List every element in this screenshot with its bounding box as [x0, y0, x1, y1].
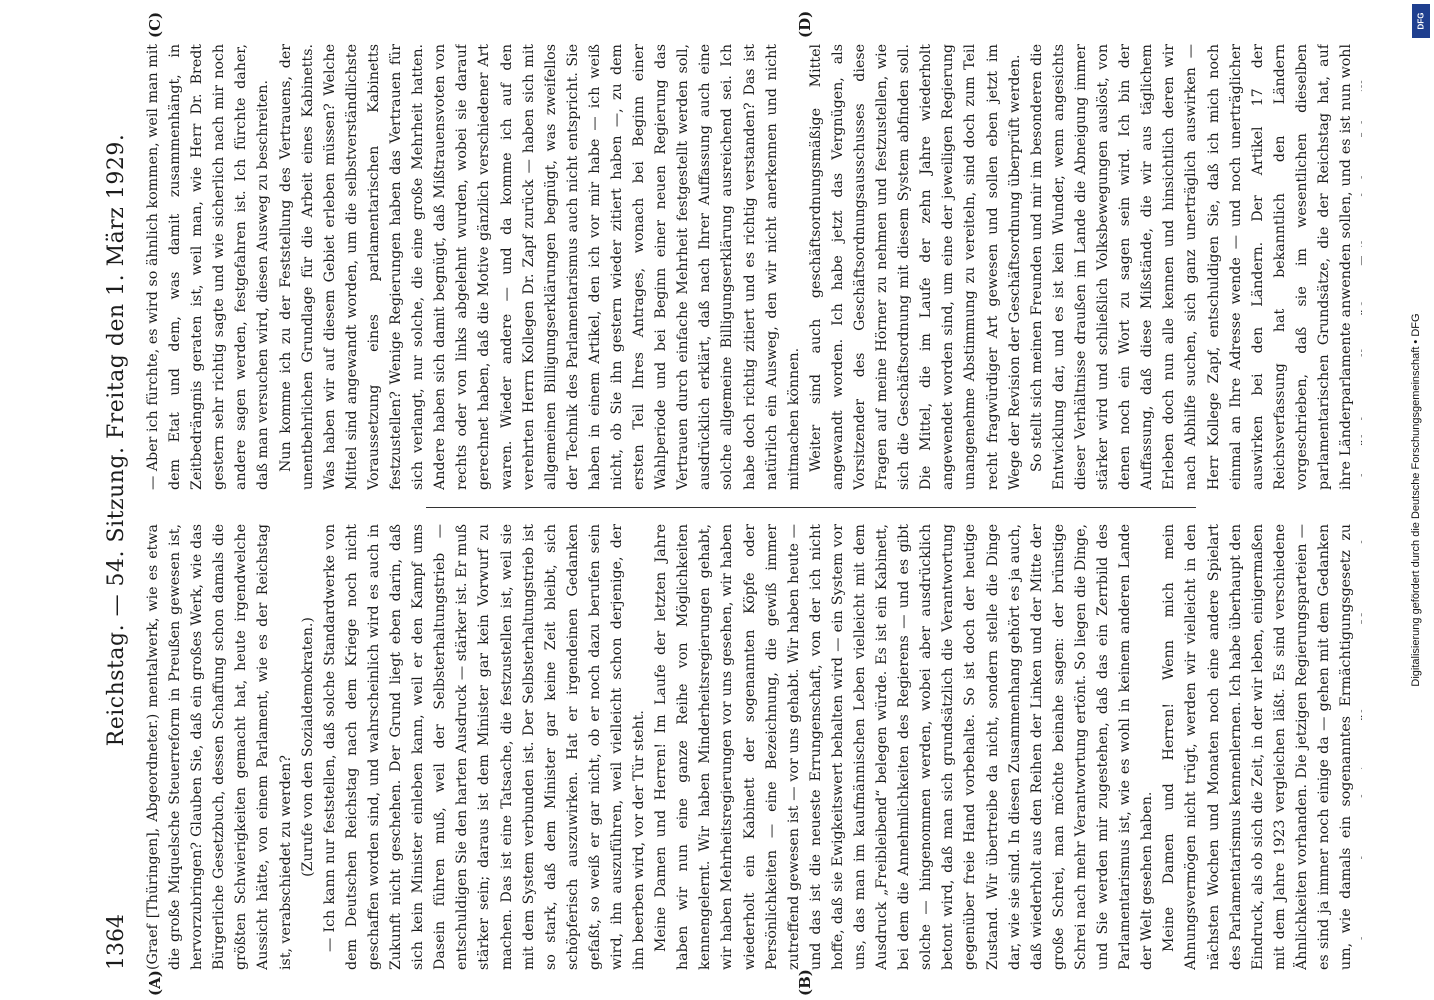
margin-marker-c: (C) — [146, 11, 164, 38]
paragraph: Nun komme ich zu der Feststellung des Vertrauens, der unentbehrlichen Grundlage für die Arbeit eines Kabinetts. Was haben wir auf diesem Gebiet erleben müssen? Welche Mittel sind angewandt worden, um die selbstverständlichste Voraussetzung eines parlamentarischen Kabinetts festzustellen? Wenige Regierungen haben das Vertrauen für sich verlangt, nur solche, die eine große Mehrheit hatten. Andere haben sich damit begnügt, daß Mißtrauensvoten von rechts oder von links abgelehnt wurden, wobei sie darauf gerechnet haben, daß die Motive gänzlich verschiedener Art waren. Wieder andere — und da komme ich auf den verehrten Herrn Kollegen Dr. Zapf zurück — haben sich mit allgemeinen Billigungserklärungen begnügt, was zweifellos der Technik des Parlamentarismus auch nicht entspricht. Sie haben in einem Artikel, den ich vor mir habe — ich weiß nicht, ob Sie ihn gestern wieder zitiert haben —, zu dem ersten Teil Ihres Antrages, wonach bei Beginn einer Wahlperiode und bei Beginn einer neuen Regierung das Vertrauen durch einfache Mehrheit festgestellt werden soll, ausdrücklich erklärt, daß nach Ihrer Auffassung auch eine solche allgemeine Billigungserklärung ausreichend sei. Ich habe doch richtig zitiert und es richtig verstanden? Das ist natürlich ein Ausweg, den wir nicht anerkennen und nicht mitmachen können. — [277, 44, 802, 490]
digitization-note — [1405, 10, 1427, 990]
paragraph: Meine Damen und Herren! Wenn mich mein Ahnungsvermögen nicht trügt, werden wir vielleicht in den nächsten Wochen und Monaten noch eine andere Spielart des Parlamentarismus kennenlernen. Ich habe überhaupt den Eindruck, als ob sich die Zeit, in der wir leben, einigermaßen mit dem Jahre 1923 vergleichen läßt. Es sind verschiedene Ähnlichkeiten vorhanden. Die jetzigen Regierungsparteien — es sind ja immer noch einige da — gehen mit dem Gedanken um, wie damals ein sogenanntes Ermächtigungsgesetz zu — [1161, 524, 1355, 970]
margin-marker-b: (B) — [796, 969, 814, 996]
document-page — [60, 0, 1400, 1000]
dfg-logo-text: DFG — [1416, 12, 1426, 30]
page-number: 1364 — [103, 914, 129, 970]
right-column — [142, 44, 1362, 490]
paragraph: (Graef [Thüringen], Abgeordneter.) mentalwerk, wie es etwa die große Miquelsche Steuerreform in Preußen gewesen ist, hervorzubringen? Glauben Sie, daß ein großes Werk, wie das Bürgerliche Gesetzbuch, dessen Schaffung schon damals die größten Schwierigkeiten gemacht hat, heute irgendwelche Aussicht hätte, von einem Parlament, wie es der Reichstag ist, verabschiedet zu werden? — [145, 524, 294, 970]
margin-marker-a: (A) — [146, 970, 164, 996]
margin-marker-d: (D) — [796, 10, 814, 38]
paragraph: So stellt sich meinen Freunden und mir im besonderen die Entwicklung dar, und es ist kein Wunder, wenn angesichts dieser Verhältnisse draußen im Lande die Abneigung immer stärker wird und schließlich Volksbewegungen auslöst, von denen noch ein Wort zu sagen sein wird. Ich bin der Auffassung, daß diese Mißstände, die wir aus täglichem Erleben doch nun alle kennen und hinsichtlich deren wir nach Abhilfe suchen, sich ganz unerträglich auswirken — Herr Kollege Zapf, entschuldigen Sie, daß ich mich noch einmal an Ihre Adresse wende — und noch unerträglicher auswirken bei den Ländern. Der Artikel 17 der Reichsverfassung hat bekanntlich den Ländern vorgeschrieben, daß sie im wesentlichen dieselben parlamentarischen Grundsätze, die der Reichstag hat, auf ihre Länderparlamente anwenden sollen, und es ist nun wohl — [1028, 44, 1355, 490]
page-body — [96, 10, 1376, 996]
digitization-note-text: Digitalisierung gefördert durch die Deutsche Forschungsgemeinschaft • DFG — [1410, 313, 1422, 687]
page-header — [96, 30, 136, 970]
column-divider — [426, 507, 1196, 508]
left-column — [142, 524, 1362, 970]
interjection: (Zurufe von den Sozialdemokraten.) — [299, 617, 316, 877]
running-head: Reichstag. — 54. Sitzung. Freitag den 1. März 1929. — [103, 133, 129, 747]
paragraph: Meine Damen und Herren! Im Laufe der letzten Jahre haben wir nun eine ganze Reihe von Möglichkeiten kennengelernt. Wir haben Minderheitsregierungen gehabt, wir haben Mehrheitsregierungen vor uns gesehen, wir haben wiederholt ein Kabinett der sogenannten Köpfe oder Persönlichkeiten — eine Bezeichnung, die gewiß immer zutreffend gewesen ist — vor uns gehabt. Wir haben heute — und das ist die neueste Errungenschaft, von der ich nicht hoffe, daß sie Ewigkeitswert behalten wird — ein System vor uns, das man im kaufmännischen Leben vielleicht mit dem Ausdruck „Freibleibend“ belegen würde. Es ist ein Kabinett, bei dem die Annehmlichkeiten des Regierens — und es gibt solche — hingenommen werden, wobei aber ausdrücklich betont wird, daß man sich grundsätzlich die Verantwortung gegenüber freie Hand vorbehalte. So ist doch der heutige Zustand. Wir übertreibe da nicht, sondern stelle die Dinge dar, wie sie sind. In diesen Zusammenhang gehört es ja auch, daß wiederholt aus den Reihen der Linken und der Mitte der große Schrei, man möchte beinahe sagen: der brünstige Schrei nach mehr Verantwortung ertönt. So liegen die Dinge, und Sie werden mir zugestehen, daß das ein Zerrbild des Parlamentarismus ist, wie es wohl in keinem anderen Lande der Welt gesehen haben. — [653, 524, 1156, 970]
rotated-page-content — [60, 0, 1400, 1000]
paragraph: — Ich kann nur feststellen, daß solche Standardwerke von dem Deutschen Reichstag nach dem Kriege noch nicht geschaffen worden sind, und wahrscheinlich wird es auch in Zukunft nicht geschehen. Der Grund liegt eben darin, daß sich kein Minister einleben kann, weil er den Kampf ums Dasein führen muß, weil der Selbsterhaltungstrieb — entschuldigen Sie den harten Ausdruck — stärker ist. Er muß stärker sein; daraus ist dem Minister gar kein Vorwurf zu machen. Das ist eine Tatsache, die festzustellen ist, weil sie mit dem System verbunden ist. Der Selbsterhaltungstrieb ist so stark, daß dem Minister gar keine Zeit bleibt, sich schöpferisch auszuwirken. Hat er irgendeinen Gedanken gefaßt, so weiß er gar nicht, ob er noch dazu berufen sein wird, ihn auszuführen, weil vielleicht schon derjenige, der ihn beerben wird, vor der Tür steht. — [321, 524, 648, 970]
paragraph: — Aber ich fürchte, es wird so ähnlich kommen, weil man mit dem Etat und dem, was damit zusammenhängt, in Zeitbedrängnis geraten ist, weil man, wie Herr Dr. Bredt gestern sehr richtig sagte und wie sicherlich nach mir noch andere sagen werden, festgefahren ist. Ich fürchte daher, daß man versuchen wird, diesen Ausweg zu beschreiten. — [145, 44, 272, 490]
paragraph: Weiter sind auch geschäftsordnungsmäßige Mittel angewandt worden. Ich habe jetzt das Vergnügen, als Vorsitzender des Geschäftsordnungsausschusses diese Fragen auf meine Hörner zu nehmen und festzustellen, wie sich die Geschäftsordnung mit diesem System abfinden soll. Die Mittel, die im Laufe der zehn Jahre wiederholt angewendet worden sind, um eine der jeweiligen Regierung unangenehme Abstimmung zu vereiteln, sind doch zum Teil recht fragwürdiger Art gewesen und sollen eben jetzt im Wege der Revision der Geschäftsordnung überprüft werden. — [807, 44, 1023, 490]
